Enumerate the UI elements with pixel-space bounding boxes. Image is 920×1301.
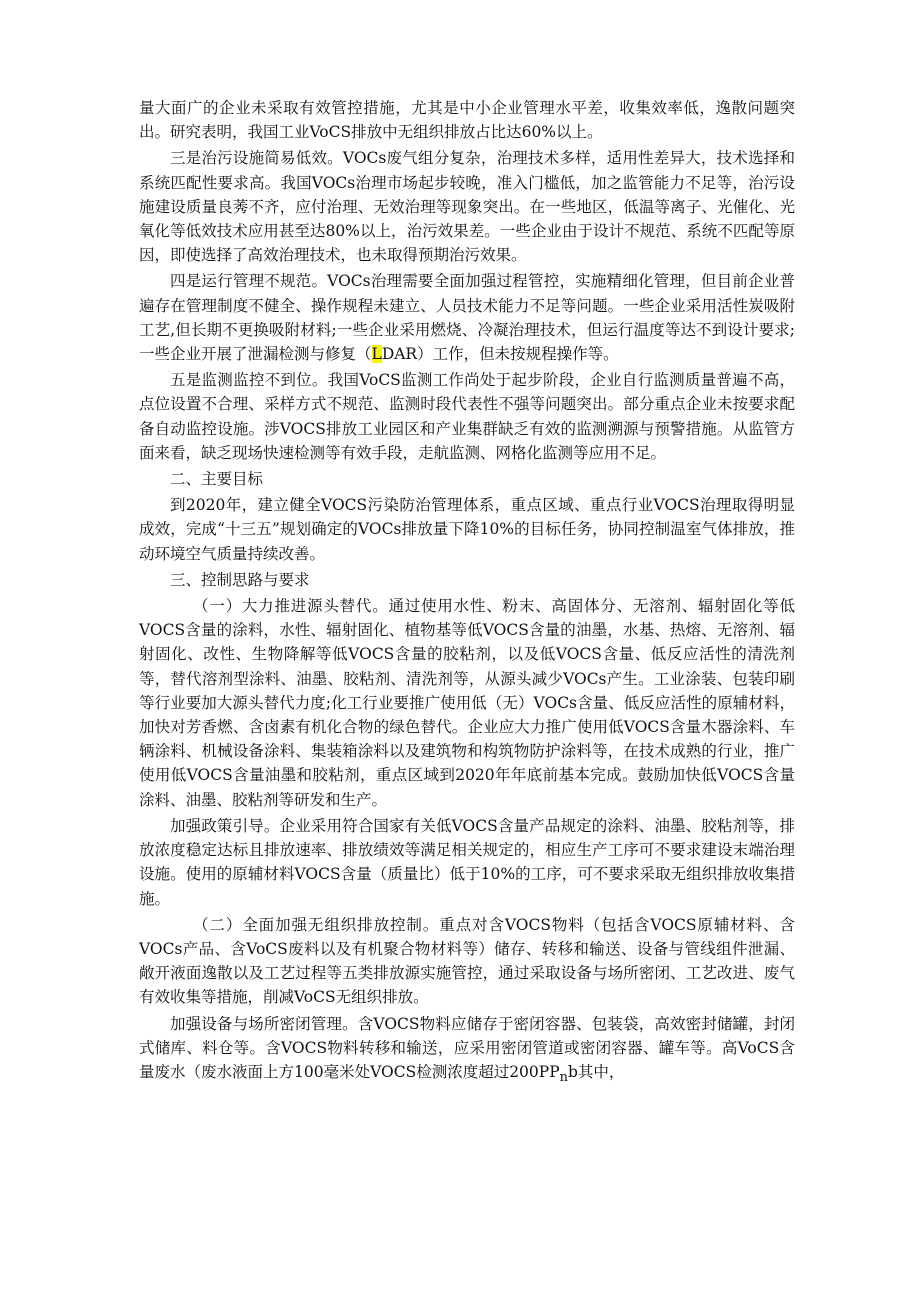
paragraph-point-four-tail: DAR）工作，但未按规程操作等。 [381,345,619,364]
paragraph-point-four-text: 四是运行管理不规范。VOCs治理需要全面加强过程管控，实施精细化管理，但目前企业普遍存在管理制度不健全、操作规程未建立、人员技术能力不足等问题。一些企业采用活性炭吸附工艺,但长期不更换吸附材料;一些企业采用燃烧、冷凝治理技术，但运行温度等达不到设计要求;一些企业开展了泄漏检测与修复（ [139,272,795,364]
section-heading-control-approach: 三、控制思路与要求 [170,570,310,589]
paragraph-main-goals: 到2020年，建立健全VOCS污染防治管理体系，重点区域、重点行业VOCS治理取得明显成效，完成“十三五”规划确定的VOCs排放量下降10%的目标任务，协同控制温室气体排放，推动环境空气质量持续改善。 [139,496,795,563]
paragraph-equipment-sealing-text: 加强设备与场所密闭管理。含VOCS物料应储存于密闭容器、包装袋，高效密封储罐，封闭式储库、料仓等。含VOCS物料转移和输送，应采用密闭管道或密闭容器、罐车等。高VoCS含量废水（废水液面上方100毫米处VOCS检测浓度超过200PP [139,1014,795,1081]
paragraph-equipment-sealing-tail: b其中， [567,1062,625,1081]
paragraph-source-substitution: （一）大力推进源头替代。通过使用水性、粉末、高固体分、无溶剂、辐射固化等低VOCS含量的涂料，水性、辐射固化、植物基等低VOCS含量的油墨，水基、热熔、无溶剂、辐射固化、改性、生物降解等低VOCS含量的胶粘剂，以及低VOCS含量、低反应活性的清洗剂等，替代溶剂型涂料、油墨、胶粘剂、清洗剂等，从源头减少VOCs产生。工业涂装、包装印刷等行业要加大源头替代力度;化工行业要推广使用低（无）VOCs含量、低反应活性的原辅材料，加快对芳香燃、含卤素有机化合物的绿色替代。企业应大力推广使用低VOCS含量木器涂料、车辆涂料、机械设备涂料、集装箱涂料以及建筑物和构筑物防护涂料等，在技术成熟的行业，推广使用低VOCS含量油墨和胶粘剂，重点区域到2020年年底前基本完成。鼓励加快低VOCS含量涂料、油墨、胶粘剂等研发和生产。 [139,597,795,809]
paragraph-policy-guidance: 加强政策引导。企业采用符合国家有关低VOCS含量产品规定的涂料、油墨、胶粘剂等，排放浓度稳定达标且排放速率、排放绩效等满足相关规定的，相应生产工序可不要求建设末端治理设施。使用的原辅材料VOCS含量（质量比）低于10%的工序，可不要求采取无组织排放收集措施。 [139,816,795,908]
paragraph-point-three: 三是治污设施简易低效。VOCs废气组分复杂，治理技术多样，适用性差异大，技术选择和系统匹配性要求高。我国VOCs治理市场起步较晚，准入门槛低，加之监管能力不足等，治污设施建设质量良莠不齐，应付治理、无效治理等现象突出。在一些地区，低温等离子、光催化、光氧化等低效技术应用甚至达80%以上，治污效果差。一些企业由于设计不规范、系统不匹配等原因，即使选择了高效治理技术，也未取得预期治污效果。 [139,149,795,265]
paragraph-fugitive-emission-control: （二）全面加强无组织排放控制。重点对含VOCS物料（包括含VOCS原辅材料、含VOCs产品、含VoCS废料以及有机聚合物材料等）储存、转移和输送、设备与管线组件泄漏、敞开液面逸散以及工艺过程等五类排放源实施管控，通过采取设备与场所密闭、工艺改进、废气有效收集等措施，削减VoCS无组织排放。 [139,915,795,1007]
paragraph-equipment-sealing [139,1012,795,1091]
section-heading-main-goals: 二、主要目标 [170,470,264,489]
subscript-n: n [559,1070,568,1086]
document-page [139,96,795,1092]
paragraph-intro-continued: 量大面广的企业未采取有效管控措施，尤其是中小企业管理水平差，收集效率低，逸散问题突出。研究表明，我国工业VoCS排放中无组织排放占比达60%以上。 [139,99,795,142]
paragraph-point-four [139,269,795,366]
paragraph-point-five: 五是监测监控不到位。我国VoCS监测工作尚处于起步阶段，企业自行监测质量普遍不高，点位设置不合理、采样方式不规范、监测时段代表性不强等问题突出。部分重点企业未按要求配备自动监控设施。涉VOCS排放工业园区和产业集群缺乏有效的监测溯源与预警措施。从监管方面来看，缺乏现场快速检测等有效手段，走航监测、网格化监测等应用不足。 [139,371,795,462]
highlighted-text: L [371,345,382,364]
